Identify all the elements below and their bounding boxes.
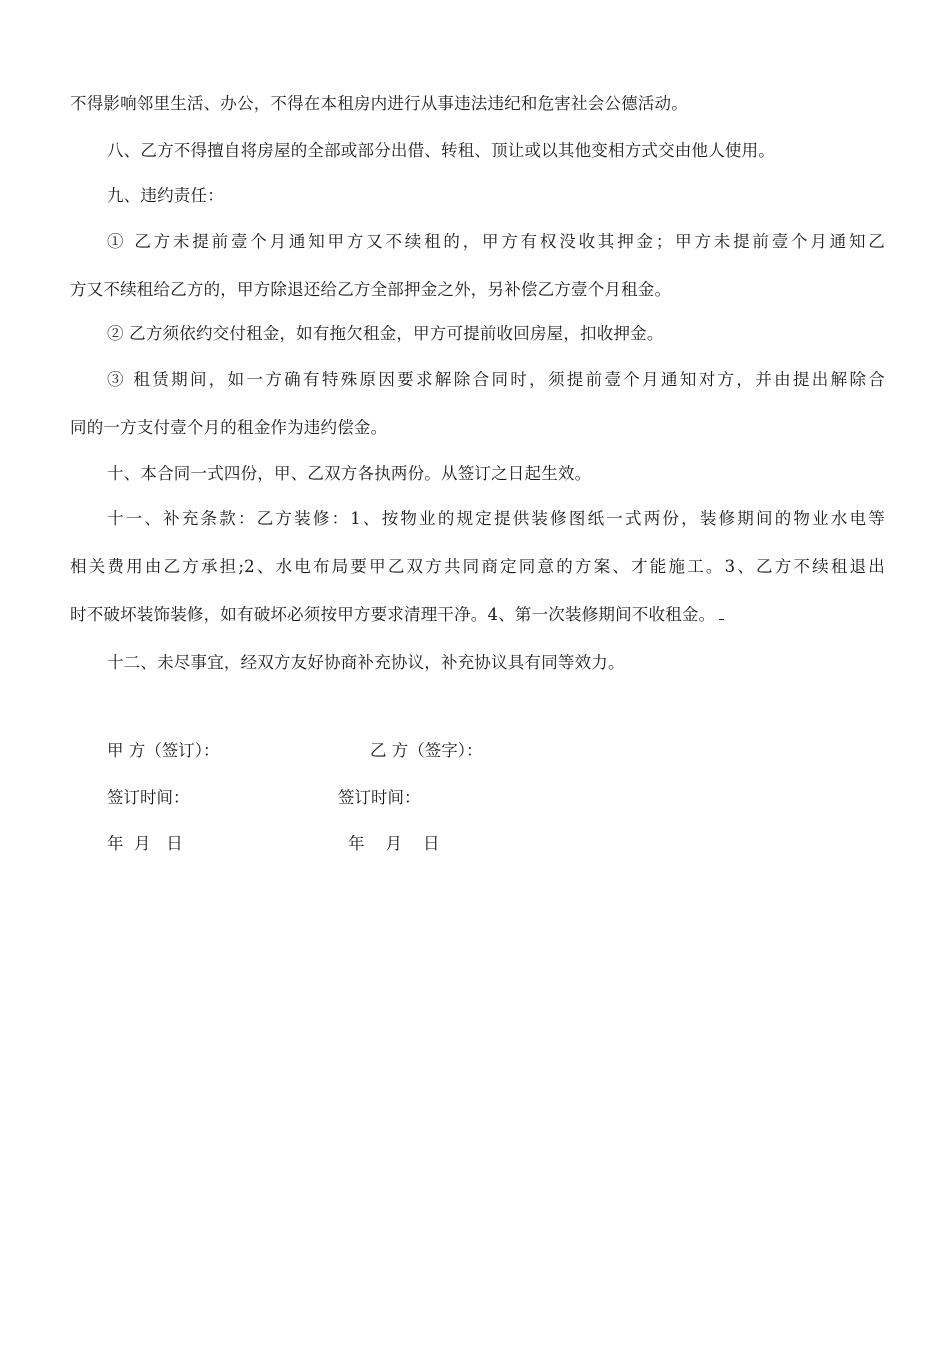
underline-mark bbox=[719, 609, 724, 620]
party-a-date: 年 月 日 bbox=[107, 834, 183, 853]
clause-8: 八、乙方不得擅自将房屋的全部或部分出借、转租、顶让或以其他变相方式交由他人使用。 bbox=[107, 141, 775, 160]
clause-11-line-1: 十一、补充条款：乙方装修：1、按物业的规定提供装修图纸一式两份，装修期间的物业水电等 bbox=[107, 509, 885, 528]
party-b-date-label: 签订时间： bbox=[338, 788, 421, 807]
party-b-date: 年 月 日 bbox=[348, 834, 440, 853]
clause-12: 十二、未尽事宜，经双方友好协商补充协议，补充协议具有同等效力。 bbox=[107, 653, 625, 672]
clause-9-item-3-line-1: ③ 租赁期间，如一方确有特殊原因要求解除合同时，须提前壹个月通知对方，并由提出解除合 bbox=[107, 370, 885, 389]
clause-10: 十、本合同一式四份，甲、乙双方各执两份。从签订之日起生效。 bbox=[107, 464, 592, 483]
clause-11-line-3-text: 时不破坏装饰装修，如有破坏必须按甲方要求清理干净。4、第一次装修期间不收租金。 bbox=[70, 605, 716, 624]
party-b-signature-label: 乙 方（签字）： bbox=[370, 741, 483, 760]
party-a-signature-label: 甲 方（签订）： bbox=[107, 741, 220, 760]
party-a-date-label: 签订时间： bbox=[107, 788, 190, 807]
clause-11-line-2: 相关费用由乙方承担;2、水电布局要甲乙双方共同商定同意的方案、才能施工。3、乙方不续租退出 bbox=[70, 557, 885, 576]
clause-9-item-1-line-2: 方又不续租给乙方的，甲方除退还给乙方全部押金之外，另补偿乙方壹个月租金。 bbox=[70, 280, 672, 299]
clause-9-heading: 九、违约责任： bbox=[107, 186, 224, 205]
clause-9-item-3-line-2: 同的一方支付壹个月的租金作为违约偿金。 bbox=[70, 418, 388, 437]
clause-11-line-3 bbox=[70, 603, 885, 627]
clause-9-item-2: ② 乙方须依约交付租金，如有拖欠租金，甲方可提前收回房屋，扣收押金。 bbox=[107, 324, 664, 343]
clause-9-item-1-line-1: ① 乙方未提前壹个月通知甲方又不续租的，甲方有权没收其押金；甲方未提前壹个月通知乙 bbox=[107, 232, 885, 251]
paragraph-line: 不得影响邻里生活、办公，不得在本租房内进行从事违法违纪和危害社会公德活动。 bbox=[70, 94, 688, 113]
